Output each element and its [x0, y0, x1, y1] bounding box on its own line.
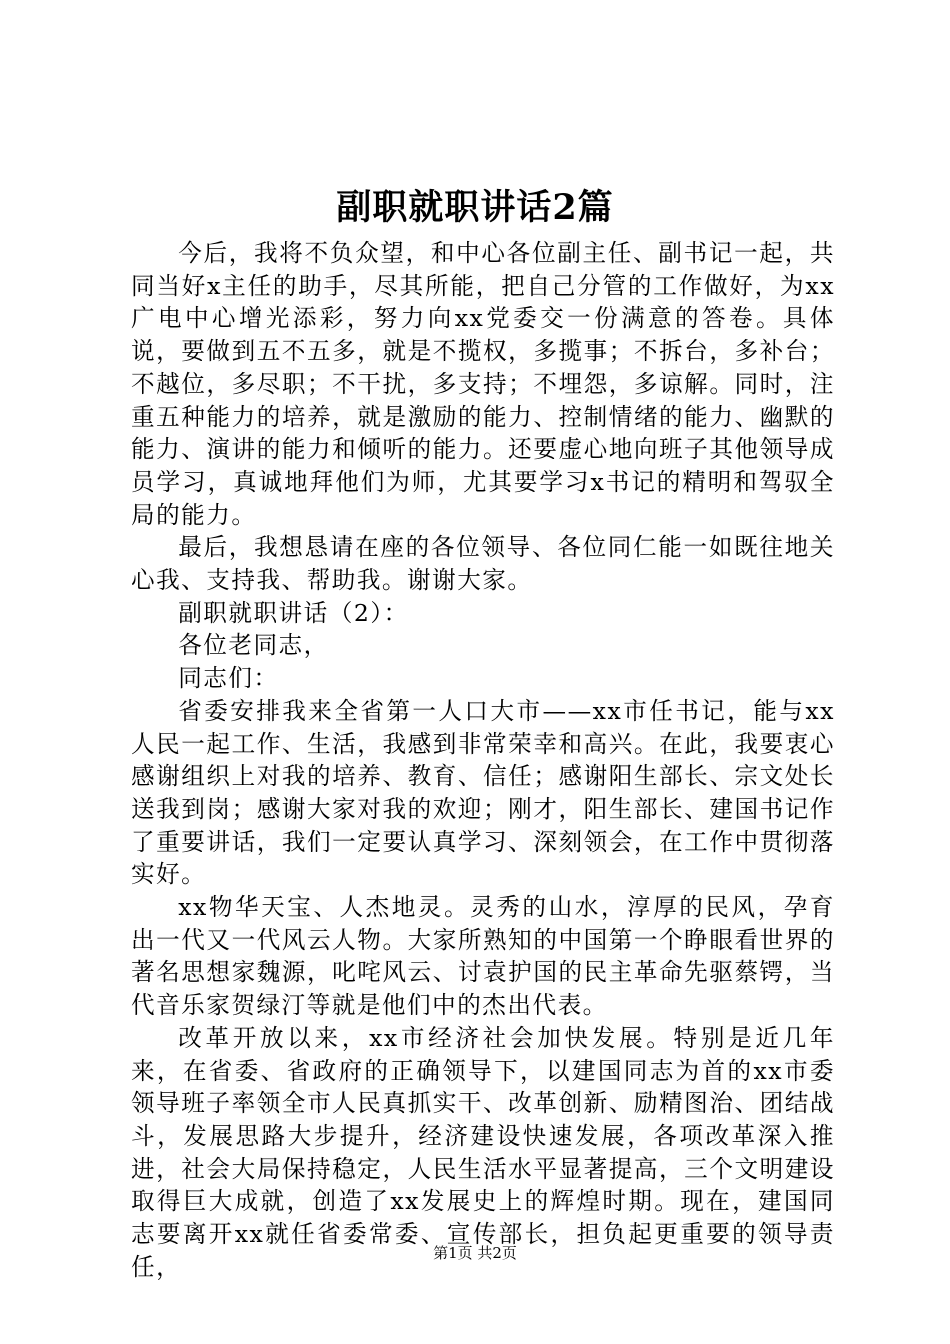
page-footer: 第1页 共2页 [433, 1244, 517, 1262]
paragraph: 改革开放以来，xx市经济社会加快发展。特别是近几年来，在省委、省政府的正确领导下，以建国同志为首的xx市委领导班子率领全市人民真抓实干、改革创新、励精图治、团结战斗，发展思路大步提升，经济建设快速发展，各项改革深入推进，社会大局保持稳定，人民生活水平显著提高，三个文明建设取得巨大成就，创造了xx发展史上的辉煌时期。现在，建国同志要离开xx就任省委常委、宣传部长，担负起更重要的领导责任， [131, 1023, 835, 1281]
paragraph: 最后，我想恳请在座的各位领导、各位同仁能一如既往地关心我、支持我、帮助我。谢谢大家。 [131, 533, 835, 595]
salutation: 各位老同志， [178, 631, 329, 660]
paragraph: xx物华天宝、人杰地灵。灵秀的山水，淳厚的民风，孕育出一代又一代风云人物。大家所熟知的中国第一个睁眼看世界的著名思想家魏源，叱咤风云、讨袁护国的民主革命先驱蔡锷，当代音乐家贺绿汀等就是他们中的杰出代表。 [131, 893, 835, 1020]
document-title: 副职就职讲话2篇 [336, 187, 614, 228]
document-body [131, 237, 835, 1284]
section-heading: 副职就职讲话（2）： [178, 598, 409, 627]
salutation: 同志们： [178, 664, 279, 693]
paragraph: 今后，我将不负众望，和中心各位副主任、副书记一起，共同当好x主任的助手，尽其所能，把自己分管的工作做好，为xx广电中心增光添彩，努力向xx党委交一份满意的答卷。具体说，要做到五不五多，就是不揽权，多揽事；不拆台，多补台；不越位，多尽职；不干扰，多支持；不埋怨，多谅解。同时，注重五种能力的培养，就是激励的能力、控制情绪的能力、幽默的能力、演讲的能力和倾听的能力。还要虚心地向班子其他领导成员学习，真诚地拜他们为师，尤其要学习x书记的精明和驾驭全局的能力。 [131, 239, 835, 529]
paragraph: 省委安排我来全省第一人口大市——xx市任书记，能与xx人民一起工作、生活，我感到非常荣幸和高兴。在此，我要衷心感谢组织上对我的培养、教育、信任；感谢阳生部长、宗文处长送我到岗；感谢大家对我的欢迎；刚才，阳生部长、建国书记作了重要讲话，我们一定要认真学习、深刻领会，在工作中贯彻落实好。 [131, 696, 835, 889]
